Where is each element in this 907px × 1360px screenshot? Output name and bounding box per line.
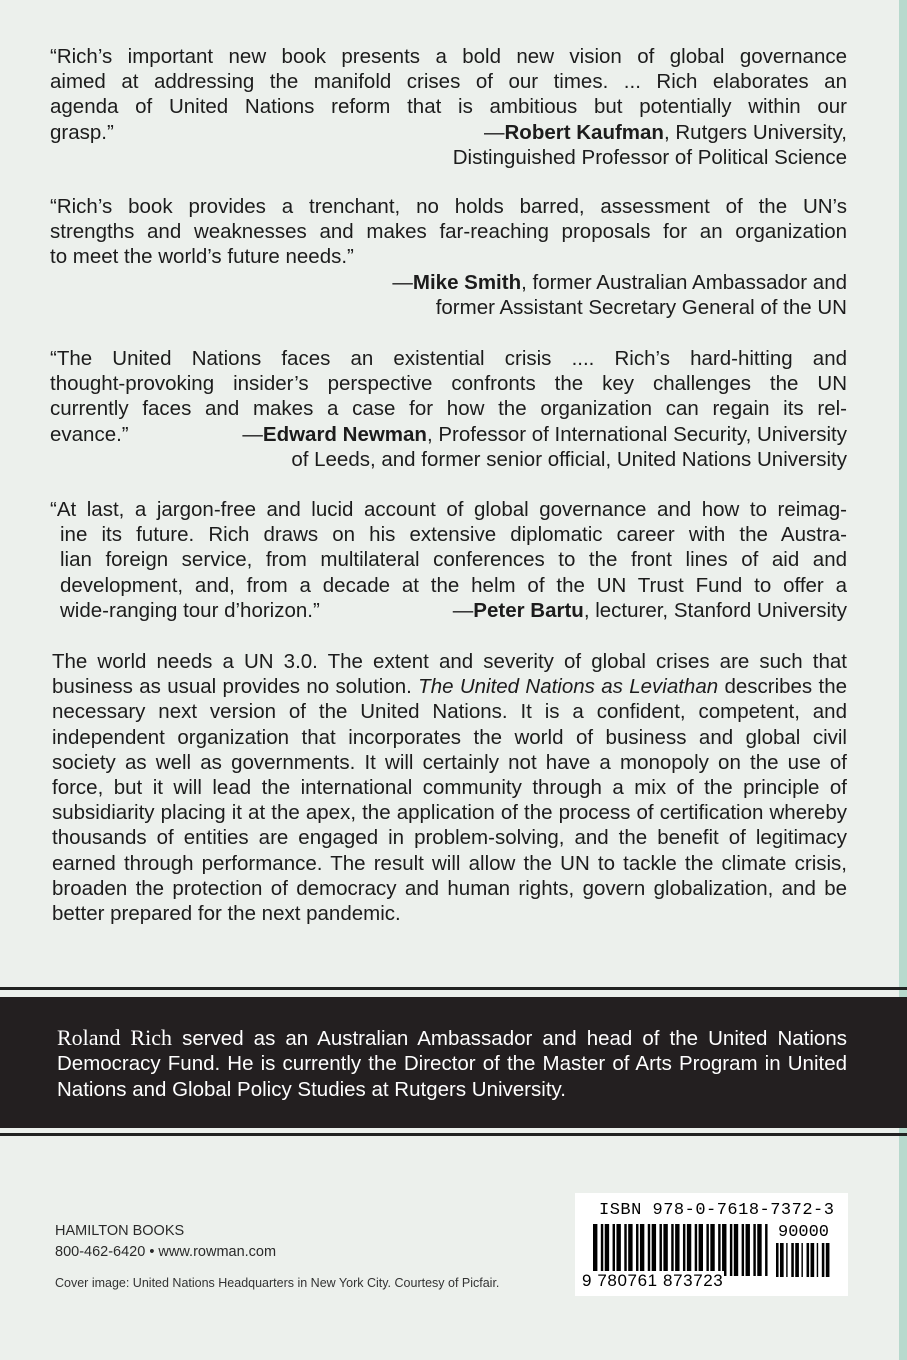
attribution-name: Mike Smith <box>412 270 522 294</box>
barcode-bar <box>683 1224 685 1276</box>
barcode-bar <box>826 1243 830 1277</box>
attribution-detail: , lecturer, Stanford University <box>583 598 847 622</box>
attribution-dash: — <box>484 120 505 144</box>
barcode-bar <box>786 1243 787 1277</box>
ean-barcode-bars <box>593 1224 769 1276</box>
quote-line: lian foreign service, from multilateral conferences to the front lines of aid and <box>60 548 847 572</box>
barcode-bar <box>757 1224 761 1276</box>
quote-line: wide-ranging tour d’horizon.” <box>60 598 320 622</box>
barcode-bar <box>734 1224 738 1276</box>
quote-line: evance.” <box>50 422 129 446</box>
isbn-label: ISBN 978-0-7618-7372-3 <box>599 1201 835 1220</box>
quote-attribution <box>484 120 847 145</box>
isbn-barcode <box>575 1193 848 1296</box>
barcode-bar <box>659 1224 661 1276</box>
quote-line: “Rich’s important new book presents a bold new vision of global governance <box>50 45 847 68</box>
quote-line: strengths and weaknesses and makes far-reaching proposals for an organization <box>50 220 847 244</box>
quote-line: to meet the world’s future needs.” <box>50 245 354 269</box>
quote-line: grasp.” <box>50 120 114 144</box>
barcode-bar <box>671 1224 673 1276</box>
band-rule-top <box>0 987 907 990</box>
quote-line: aimed at addressing the manifold crises of our times. ... Rich elaborates an <box>50 70 847 94</box>
book-title: The United Nations as Leviathan <box>418 675 719 699</box>
endorsement-quote-1 <box>50 44 847 170</box>
addon-barcode-bars <box>776 1243 832 1277</box>
barcode-bar <box>776 1243 779 1277</box>
barcode-bar <box>730 1224 732 1276</box>
endorsement-quote-3 <box>50 346 847 472</box>
barcode-bar <box>605 1224 609 1276</box>
barcode-bar <box>652 1224 656 1276</box>
author-name: Roland Rich <box>57 1025 172 1050</box>
barcode-bar <box>628 1224 632 1276</box>
attribution-line-2: Distinguished Professor of Political Science <box>452 145 847 169</box>
quote-last-line <box>50 598 847 623</box>
barcode-bar <box>687 1224 691 1276</box>
attribution-name: Edward Newman <box>262 422 427 446</box>
barcode-bar <box>718 1224 720 1276</box>
book-description <box>52 649 847 926</box>
attribution-dash: — <box>392 270 413 294</box>
cover-image-credit: Cover image: United Nations Headquarters in New York City. Courtesy of Picfair. <box>55 1276 500 1290</box>
attribution-detail: , former Australian Ambassador and <box>521 270 847 294</box>
barcode-bar <box>616 1224 620 1276</box>
publisher-contact: 800-462-6420 • www.rowman.com <box>55 1244 277 1260</box>
attribution-detail: , Professor of International Security, University <box>426 422 847 446</box>
barcode-bar <box>624 1224 626 1276</box>
attribution-dash: — <box>242 422 263 446</box>
attribution-name: Robert Kaufman <box>504 120 664 144</box>
barcode-bar <box>613 1224 615 1276</box>
barcode-bar <box>795 1243 799 1277</box>
barcode-bar <box>663 1224 667 1276</box>
addon-digits: 90000 <box>778 1223 830 1242</box>
endorsement-quote-4 <box>50 497 847 623</box>
barcode-bar <box>601 1224 603 1276</box>
quote-line: “Rich’s book provides a trenchant, no holds barred, assessment of the UN’s <box>50 195 847 218</box>
barcode-bar <box>822 1243 825 1277</box>
barcode-bar <box>742 1224 744 1276</box>
description-body: describes the necessary next version of the United Nations. It is a confident, competent, and independent organization that incorporates the world of business and global civil society as well as governments. It will certainly not have a monopoly on the use of force, but it will lead the international community through a mix of the principle of subsidiarity placing it at the apex, the application of the process of certification whereby thousands of entities are engaged in problem-solving, and the benefit of legitimacy earned through performance. The result will allow the UN to tackle the climate crisis, broaden the protection of democracy and human rights, govern globalization, and be better prepared for the next pandemic. <box>52 675 848 926</box>
band-rule-bottom <box>0 1133 907 1136</box>
attribution-line-2: of Leeds, and former senior official, United Nations University <box>291 447 847 471</box>
author-bio <box>57 1025 847 1102</box>
quote-line: ine its future. Rich draws on his extensive diplomatic career with the Austra- <box>60 523 847 547</box>
ean-digits: 9 780761 873723 <box>582 1271 724 1290</box>
attribution-detail: , Rutgers University, <box>663 120 847 144</box>
attribution-name: Peter Bartu <box>473 598 584 622</box>
barcode-bar <box>675 1224 679 1276</box>
barcode-bar <box>807 1243 810 1277</box>
quote-line: “At last, a jargon-free and lucid account of global governance and how to reimag- <box>50 498 847 521</box>
publisher-name: HAMILTON BOOKS <box>55 1223 185 1239</box>
barcode-bar <box>640 1224 644 1276</box>
barcode-bar <box>593 1224 597 1276</box>
barcode-bar <box>811 1243 815 1277</box>
barcode-bar <box>706 1224 708 1276</box>
quote-line: development, and, from a decade at the helm of the UN Trust Fund to offer a <box>60 573 847 597</box>
quote-last-line <box>50 422 847 447</box>
barcode-bar <box>636 1224 638 1276</box>
quote-attribution <box>50 270 847 295</box>
barcode-bar <box>817 1243 818 1277</box>
author-bio-text: served as an Australian Ambassador and head of the United Nations Democracy Fund. He is currently the Director of the Master of Arts Program in United Nations and Global Policy Studies at Rutgers University. <box>57 1027 847 1101</box>
barcode-bar <box>801 1243 802 1277</box>
barcode-bar <box>753 1224 755 1276</box>
description-intro: The world needs a UN 3.0. The extent and severity of global crises are such that business as usual provides no solution. <box>52 650 847 699</box>
attribution-dash: — <box>452 598 474 622</box>
barcode-bar <box>746 1224 750 1276</box>
quote-attribution <box>453 598 847 623</box>
barcode-bar <box>699 1224 703 1276</box>
endorsement-quote-2 <box>50 194 847 320</box>
quote-attribution <box>242 422 847 447</box>
barcode-bar <box>695 1224 697 1276</box>
quote-line: thought-provoking insider’s perspective confronts the key challenges the UN <box>50 372 847 396</box>
cover-edge-accent <box>899 0 907 1360</box>
publisher-info <box>55 1221 276 1263</box>
quote-line: currently faces and makes a case for how the organization can regain its rel- <box>50 397 847 421</box>
barcode-bar <box>780 1243 784 1277</box>
barcode-bar <box>648 1224 650 1276</box>
quote-last-line <box>50 120 847 145</box>
quote-line: “The United Nations faces an existential crisis .... Rich’s hard-hitting and <box>50 347 847 370</box>
barcode-bar <box>722 1224 726 1276</box>
attribution-line-2: former Assistant Secretary General of the UN <box>435 295 847 319</box>
barcode-bar <box>765 1224 767 1276</box>
barcode-bar <box>791 1243 794 1277</box>
barcode-bar <box>710 1224 714 1276</box>
quote-line: agenda of United Nations reform that is ambitious but potentially within our <box>50 95 847 119</box>
